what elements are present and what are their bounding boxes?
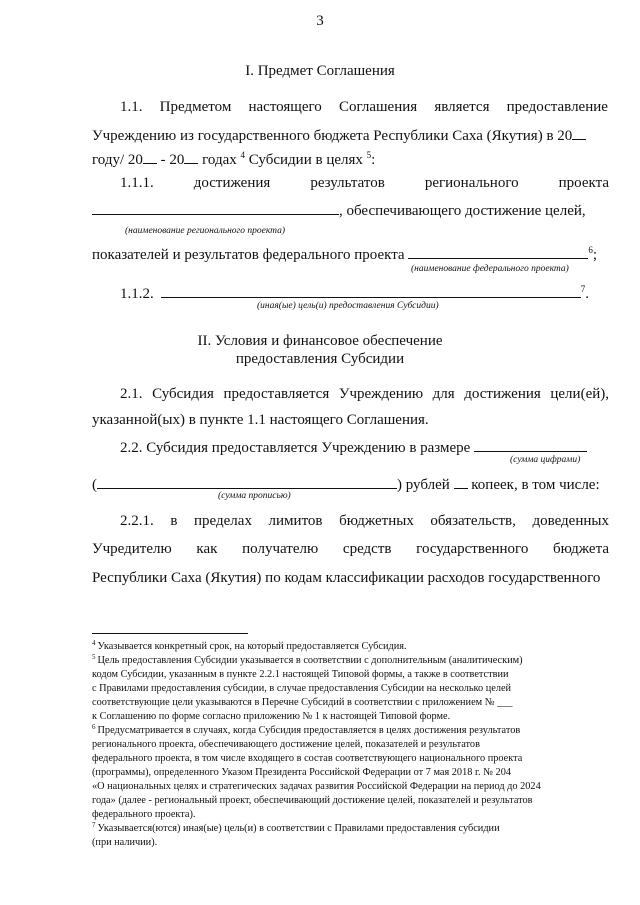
- federal-project-blank: [408, 246, 588, 259]
- text-word: как: [196, 541, 218, 557]
- footnote-6-line5: «О национальных целях и стратегических задачах развития Российской Федерации на период до 2024: [92, 781, 541, 792]
- footnote-5-line5: к Соглашению по форме согласно приложению № 1 к настоящей Типовой форме.: [92, 711, 451, 722]
- footnote-text: Указывается конкретный срок, на который предоставляется Субсидия.: [97, 641, 407, 652]
- p221-line2: [92, 542, 609, 557]
- footnote-5-line3: с Правилами предоставления субсидии, в случае предоставления Субсидии на несколько целей: [92, 683, 512, 694]
- p111-line3: [92, 246, 597, 263]
- section-1-heading: I. Предмет Соглашения: [245, 63, 395, 79]
- footnote-text: Цель предоставления Субсидии указывается в соответствии с дополнительным (аналитическим): [97, 655, 523, 666]
- text-word: пределах: [194, 513, 252, 529]
- text-word: является: [434, 99, 490, 115]
- section-2-heading-line2: предоставления Субсидии: [235, 351, 405, 367]
- footnote-text: Предусматривается в случаях, когда Субсидия предоставляется в целях достижения результатов: [97, 725, 521, 736]
- footnote-5-line1: [92, 652, 523, 666]
- p21-line2: указанной(ых) в пункте 1.1 настоящего Соглашения.: [92, 412, 429, 428]
- p21-line1: [120, 387, 609, 402]
- caption-federal-project: (наименование федерального проекта): [411, 264, 569, 274]
- text-word: предоставление: [506, 99, 608, 115]
- caption-amount-digits: (сумма цифрами): [510, 455, 581, 465]
- p111-line1: [120, 176, 609, 191]
- footnote-ref: 4: [240, 150, 246, 160]
- text-word: регионального: [424, 175, 519, 191]
- footnote-number: 6: [92, 722, 96, 731]
- p221-line1: [120, 514, 609, 529]
- p11-line3: [92, 151, 375, 168]
- text-word: получателю: [242, 541, 319, 557]
- text-fragment: 2.2. Субсидия предоставляется Учреждению в размере: [120, 440, 475, 456]
- text-fragment: ;: [592, 247, 598, 263]
- footnote-6-line4: (программы), определенного Указом Президента Российской Федерации от 7 мая 2018 г. № 204: [92, 767, 512, 778]
- text-fragment: , обеспечивающего достижение целей,: [339, 203, 586, 219]
- text-word: в: [170, 513, 178, 529]
- text-fragment: - 20: [156, 152, 185, 168]
- other-purpose-blank: [161, 285, 581, 298]
- text-word: достижения: [193, 175, 271, 191]
- year-blank: [143, 151, 157, 164]
- text-word: 2.2.1.: [120, 513, 154, 529]
- text-fragment: копеек, в том числе:: [467, 477, 600, 493]
- footnote-6-line7: федерального проекта).: [92, 809, 196, 820]
- text-fragment: :: [371, 152, 376, 168]
- amount-words-blank: [97, 476, 397, 489]
- text-fragment: годах: [198, 152, 241, 168]
- footnote-ref: 5: [366, 150, 372, 160]
- p112-number: 1.1.2.: [120, 286, 154, 302]
- p22-line2: [92, 476, 600, 493]
- text-word: Учреждению: [338, 386, 424, 402]
- p111-line2: [92, 202, 586, 219]
- amount-digits-blank: [474, 439, 587, 452]
- text-word: обязательств,: [430, 513, 516, 529]
- text-fragment: .: [585, 286, 589, 302]
- footnote-ref: 6: [588, 245, 593, 255]
- text-word: Предметом: [159, 99, 232, 115]
- text-word: 1.1.: [120, 99, 143, 115]
- text-fragment: ) рублей: [397, 477, 454, 493]
- year-blank: [572, 127, 586, 140]
- p22-line1: [120, 439, 587, 456]
- regional-project-blank: [92, 202, 339, 215]
- footnote-number: 4: [92, 638, 96, 647]
- text-word: результатов: [310, 175, 385, 191]
- text-word: 1.1.1.: [120, 175, 154, 191]
- text-word: лимитов: [268, 513, 323, 529]
- text-word: цели(ей),: [550, 386, 609, 402]
- footnote-5-line2: кодом Субсидии, указанным в пункте 2.2.1 настоящей Типовой формы, а также в соответствии: [92, 669, 509, 680]
- footnote-number: 7: [92, 820, 96, 829]
- text-fragment: году/ 20: [92, 152, 143, 168]
- text-word: бюджетных: [339, 513, 414, 529]
- p112-line: [120, 285, 589, 302]
- footnote-6-line1: [92, 722, 521, 736]
- text-fragment: Субсидии в целях: [245, 152, 367, 168]
- p221-line3: Республики Саха (Якутия) по кодам классификации расходов государственного: [92, 570, 601, 586]
- caption-amount-words: (сумма прописью): [218, 491, 291, 501]
- text-word: средств: [342, 541, 392, 557]
- text-word: доведенных: [532, 513, 609, 529]
- text-word: для: [432, 386, 455, 402]
- p11-line2-text: Учреждению из государственного бюджета Республики Саха (Якутия) в 20: [92, 128, 573, 144]
- footnote-6-line3: федерального проекта, в том числе входящего в состав соответствующего национального проекта: [92, 753, 523, 764]
- p11-line1: [120, 100, 608, 115]
- text-word: 2.1.: [120, 386, 143, 402]
- text-word: Субсидия: [152, 386, 214, 402]
- year-blank: [184, 151, 198, 164]
- text-word: Учредителю: [92, 541, 172, 557]
- footnote-text: Указывается(ются) иная(ые) цель(и) в соответствии с Правилами предоставления субсидии: [97, 823, 500, 834]
- text-fragment: показателей и результатов федерального проекта: [92, 247, 409, 263]
- footnote-7-line1: [92, 820, 500, 834]
- footnote-6-line2: регионального проекта, обеспечивающего достижение целей, показателей и результатов: [92, 739, 480, 750]
- text-word: настоящего: [248, 99, 322, 115]
- footnote-ref: 7: [580, 284, 586, 294]
- text-fragment: (: [92, 477, 97, 493]
- caption-regional-project: (наименование регионального проекта): [125, 226, 286, 236]
- footnote-5-line4: соответствующие цели указываются в Перечне Субсидий в соответствии с приложением № ___: [92, 697, 513, 708]
- footnote-7-line2: (при наличии).: [92, 837, 158, 848]
- text-word: Соглашения: [338, 99, 418, 115]
- text-word: проекта: [558, 175, 609, 191]
- section-2-heading-line1: II. Условия и финансовое обеспечение: [197, 333, 443, 349]
- p11-line2: [92, 127, 586, 144]
- footnote-6-line6: года» (далее - региональный проект, обеспечивающий достижение целей, показателей и результатов: [92, 795, 533, 806]
- text-word: государственного: [416, 541, 529, 557]
- footnote-separator: [92, 633, 248, 634]
- text-word: предоставляется: [223, 386, 330, 402]
- footnote-number: 5: [92, 652, 96, 661]
- text-word: бюджета: [553, 541, 609, 557]
- text-word: достижения: [464, 386, 541, 402]
- footnote-4: [92, 638, 407, 652]
- kopecks-blank: [454, 476, 468, 489]
- page-number: 3: [316, 13, 324, 29]
- caption-other-purpose: (иная(ые) цель(и) предоставления Субсидии): [257, 301, 439, 311]
